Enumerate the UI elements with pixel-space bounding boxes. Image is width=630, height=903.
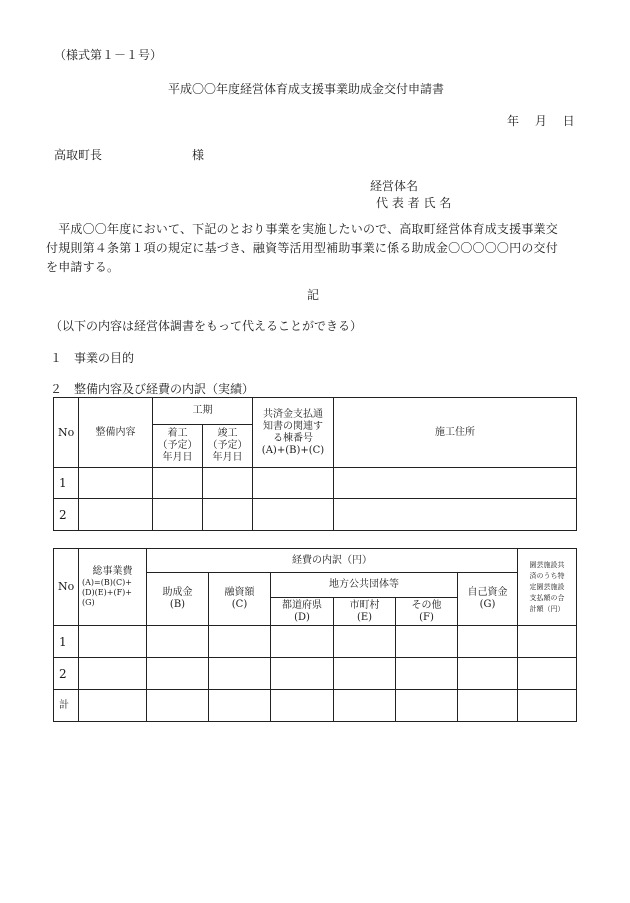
ki-heading: 記 <box>307 288 320 302</box>
t2-cell[interactable] <box>396 658 458 690</box>
t2-cell[interactable] <box>271 658 334 690</box>
t2-cell[interactable] <box>209 690 271 722</box>
t2-horticulture-header: 園芸施設共 済のうち特 定園芸施設 支払額の合 計額（円） <box>518 549 577 626</box>
t2-cell[interactable] <box>271 690 334 722</box>
table-row <box>54 499 577 531</box>
works-table <box>53 397 577 531</box>
representative-label: 代 表 者 氏 名 <box>376 196 452 210</box>
t2-cell[interactable] <box>334 690 396 722</box>
t2-prefecture-header: 都道府県 (D) <box>271 598 334 626</box>
t2-row-num: 2 <box>54 658 79 690</box>
table-row <box>54 658 577 690</box>
addressee: 高取町長 <box>54 148 103 162</box>
t1-row-num: 2 <box>54 499 79 531</box>
t2-cell[interactable] <box>334 626 396 658</box>
date-line: 年 月 日 <box>507 114 575 128</box>
t1-row-num: 1 <box>54 468 79 499</box>
t1-cell[interactable] <box>253 499 334 531</box>
t2-grant-header: 助成金 (B) <box>147 573 209 626</box>
section-2-heading: ２ 整備内容及び経費の内訳（実績） <box>50 382 255 396</box>
t2-cell[interactable] <box>518 658 577 690</box>
entity-name-label: 経営体名 <box>370 179 419 193</box>
t1-cell[interactable] <box>79 468 153 499</box>
t2-cell[interactable] <box>79 658 147 690</box>
note-text: （以下の内容は経営体調書をもって代えることができる） <box>50 319 363 333</box>
t2-cell[interactable] <box>271 626 334 658</box>
t2-cell[interactable] <box>518 626 577 658</box>
body-line-2: 付規則第４条第１項の規定に基づき、融資等活用型補助事業に係る助成金〇〇〇〇〇円の交付 <box>46 241 558 255</box>
t2-local-header: 地方公共団体等 <box>271 573 458 598</box>
t2-total-row-label: 計 <box>54 690 79 722</box>
t2-other-header: その他 (F) <box>396 598 458 626</box>
t2-city-header: 市町村 (E) <box>334 598 396 626</box>
t2-cell[interactable] <box>209 626 271 658</box>
t2-cell[interactable] <box>334 658 396 690</box>
t2-cell[interactable] <box>458 690 518 722</box>
table-row <box>54 690 577 722</box>
t2-total-header: 総事業費 (A)=(B)(C)+ (D)(E)+(F)+ (G) <box>79 549 147 626</box>
t2-cell[interactable] <box>396 626 458 658</box>
t2-cell[interactable] <box>79 626 147 658</box>
section-1-heading: １ 事業の目的 <box>50 351 135 365</box>
t1-period-header: 工期 <box>153 398 253 425</box>
table-row <box>54 468 577 499</box>
t2-own-header: 自己資金 (G) <box>458 573 518 626</box>
t1-cell[interactable] <box>253 468 334 499</box>
t1-cell[interactable] <box>203 468 253 499</box>
t2-cell[interactable] <box>396 690 458 722</box>
t1-cell[interactable] <box>153 499 203 531</box>
t2-cell[interactable] <box>147 626 209 658</box>
t1-building-header: 共済金支払通 知書の関連す る棟番号 (A)+(B)+(C) <box>253 398 334 468</box>
t2-cell[interactable] <box>79 690 147 722</box>
application-body <box>46 220 586 277</box>
body-line-3: を申請する。 <box>46 260 120 274</box>
t2-loan-header: 融資額 (C) <box>209 573 271 626</box>
form-number: （様式第１－１号） <box>54 48 163 62</box>
t1-cell[interactable] <box>203 499 253 531</box>
t1-cell[interactable] <box>334 468 577 499</box>
t1-cell[interactable] <box>334 499 577 531</box>
t1-cell[interactable] <box>153 468 203 499</box>
t1-cell[interactable] <box>79 499 153 531</box>
t2-cell[interactable] <box>209 658 271 690</box>
t1-start-header: 着工 （予定） 年月日 <box>153 425 203 468</box>
table-row <box>54 626 577 658</box>
t2-cell[interactable] <box>147 690 209 722</box>
t2-cell[interactable] <box>518 690 577 722</box>
t2-row-num: 1 <box>54 626 79 658</box>
t2-breakdown-header: 経費の内訳（円） <box>147 549 518 573</box>
t1-address-header: 施工住所 <box>334 398 577 468</box>
t1-end-header: 竣工 （予定） 年月日 <box>203 425 253 468</box>
t1-content-header: 整備内容 <box>79 398 153 468</box>
honorific: 様 <box>192 148 205 162</box>
expenses-table <box>53 548 577 722</box>
t1-no-header: No <box>54 398 79 468</box>
t2-cell[interactable] <box>147 658 209 690</box>
document-title: 平成〇〇年度経営体育成支援事業助成金交付申請書 <box>168 82 445 96</box>
t2-no-header: No <box>54 549 79 626</box>
body-line-1: 平成〇〇年度において、下記のとおり事業を実施したいので、高取町経営体育成支援事業交 <box>46 222 558 236</box>
t2-cell[interactable] <box>458 626 518 658</box>
t2-cell[interactable] <box>458 658 518 690</box>
